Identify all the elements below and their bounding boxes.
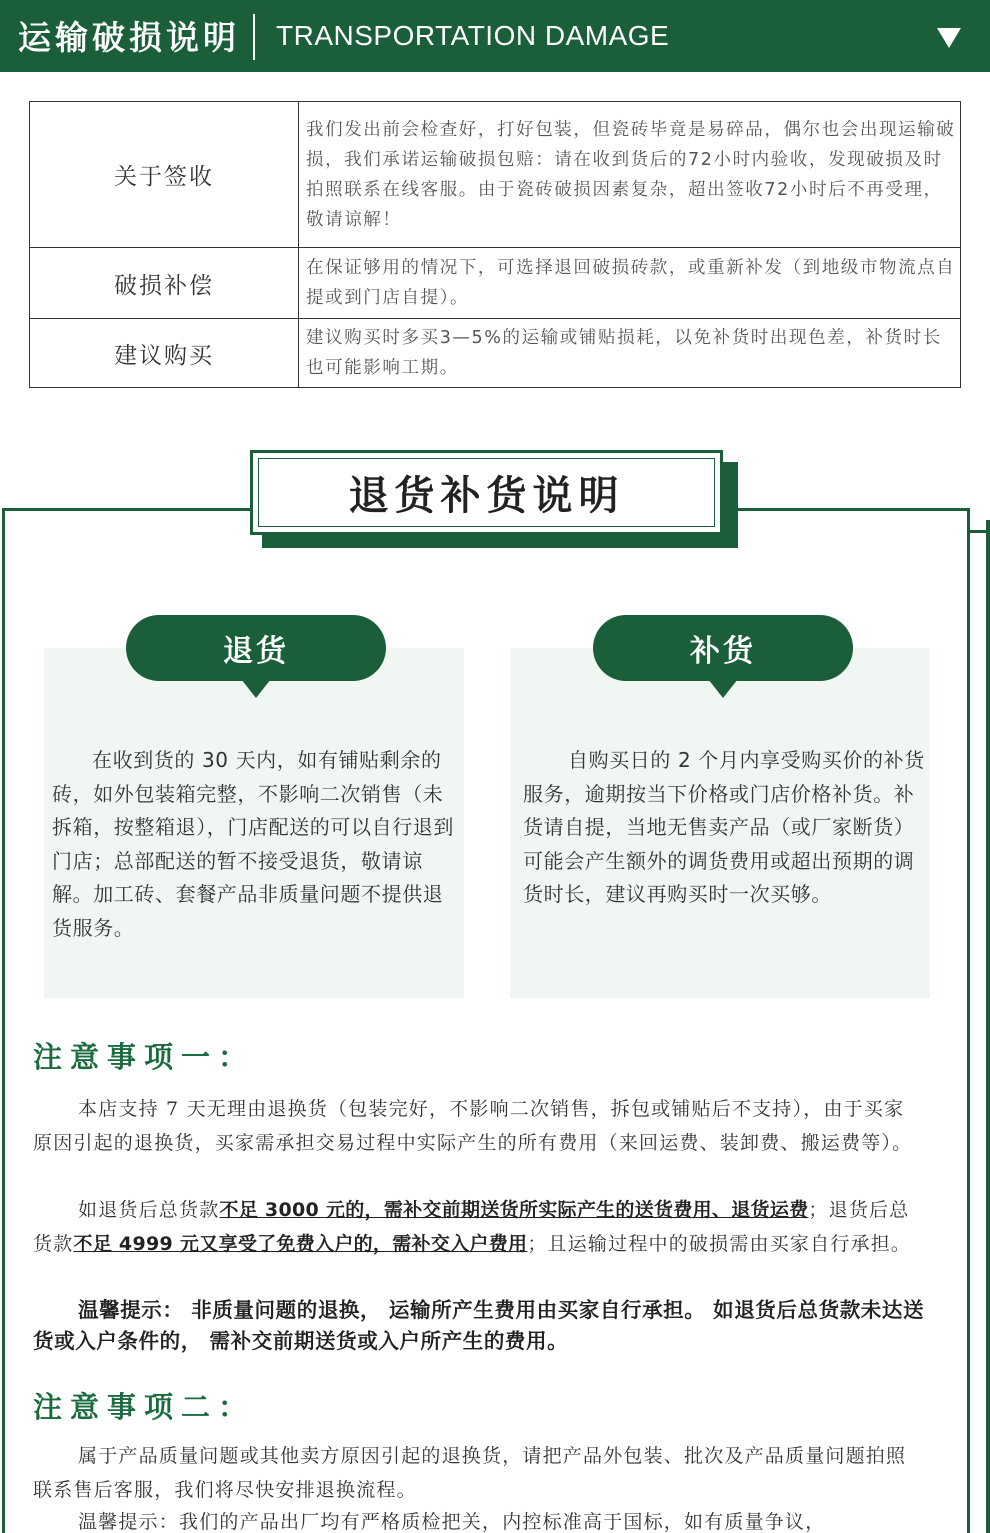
row-label: 破损补偿 <box>30 248 299 319</box>
table-row <box>30 102 961 248</box>
return-label-pill: 退货 <box>126 615 386 681</box>
header-title-en: TRANSPORTATION DAMAGE <box>276 20 670 51</box>
note1-underline: 不足 3000 元的，需补交前期送货所实际产生的送货费用、退货运费 <box>219 1199 809 1221</box>
note1-paragraph-2 <box>33 1194 913 1261</box>
pill-pointer-icon <box>708 679 738 698</box>
header-title-cn: 运输破损说明 <box>18 18 240 57</box>
note1-underline: 不足 4999 元又享受了免费入户的，需补交入户费用 <box>73 1232 528 1255</box>
note1-title: 注意事项一： <box>33 1040 256 1074</box>
collapse-arrow-icon[interactable] <box>937 28 961 48</box>
restock-label-pill: 补货 <box>593 615 853 681</box>
restock-card-text: 自购买日的 2 个月内享受购买价的补货服务，逾期按当下价格或门店价格补货。补货请自提，当地无售卖产品（或厂家断货）可能会产生额外的调货费用或超出预期的调货时长，建议再购买时一次买够。 <box>523 748 925 906</box>
table-row <box>30 248 961 319</box>
note1-paragraph: 本店支持 7 天无理由退换货（包装完好，不影响二次销售，拆包或铺贴后不支持），由于买家原因引起的退换货，买家需承担交易过程中实际产生的所有费用（来回运费、装卸费、搬运费等）。 <box>33 1098 913 1154</box>
note2-tip: 温馨提示：我们的产品出厂均有严格质检把关，内控标准高于国标，如有质量争议， <box>78 1511 826 1533</box>
returns-title: 退货补货说明 <box>258 458 715 527</box>
note2-title: 注意事项二： <box>33 1390 256 1424</box>
table-row <box>30 319 961 388</box>
row-text: 建议购买时多买3—5%的运输或铺贴损耗，以免补货时出现色差，补货时长也可能影响工期。 <box>299 319 961 388</box>
returns-title-box <box>250 450 723 535</box>
section-header <box>0 0 990 72</box>
pill-pointer-icon <box>241 679 271 698</box>
note2-paragraph: 属于产品质量问题或其他卖方原因引起的退换货，请把产品外包装、批次及产品质量问题拍照联系售后客服，我们将尽快安排退换流程。 <box>33 1445 907 1501</box>
header-divider <box>253 14 255 60</box>
row-label: 关于签收 <box>30 102 299 248</box>
note1-text: 如退货后总货款 <box>78 1199 220 1221</box>
row-text: 我们发出前会检查好，打好包装，但瓷砖毕竟是易碎品，偶尔也会出现运输破损，我们承诺运输破损包赔：请在收到货后的72小时内验收，发现破损及时拍照联系在线客服。由于瓷砖破损因素复杂，超出签收72小时后不再受理，敬请谅解！ <box>299 102 961 248</box>
row-label: 建议购买 <box>30 319 299 388</box>
note1-text: ；且运输过程中的破损需由买家自行承担。 <box>527 1232 912 1255</box>
row-text: 在保证够用的情况下，可选择退回破损砖款，或重新补发（到地级市物流点自提或到门店自提）。 <box>299 248 961 319</box>
damage-info-table <box>29 101 961 388</box>
note1-text: ；退货后总货款 <box>33 1199 910 1255</box>
return-card-text: 在收到货的 30 天内，如有铺贴剩余的砖，如外包装箱完整，不影响二次销售（未拆箱，按整箱退），门店配送的可以自行退到门店；总部配送的暂不接受退货，敬请谅解。加工砖、套餐产品非质量问题不提供退货服务。 <box>52 748 454 940</box>
note1-tip: 温馨提示： 非质量问题的退换， 运输所产生费用由买家自行承担。 如退货后总货款未达送货或入户条件的， 需补交前期送货或入户所产生的费用。 <box>33 1298 925 1353</box>
